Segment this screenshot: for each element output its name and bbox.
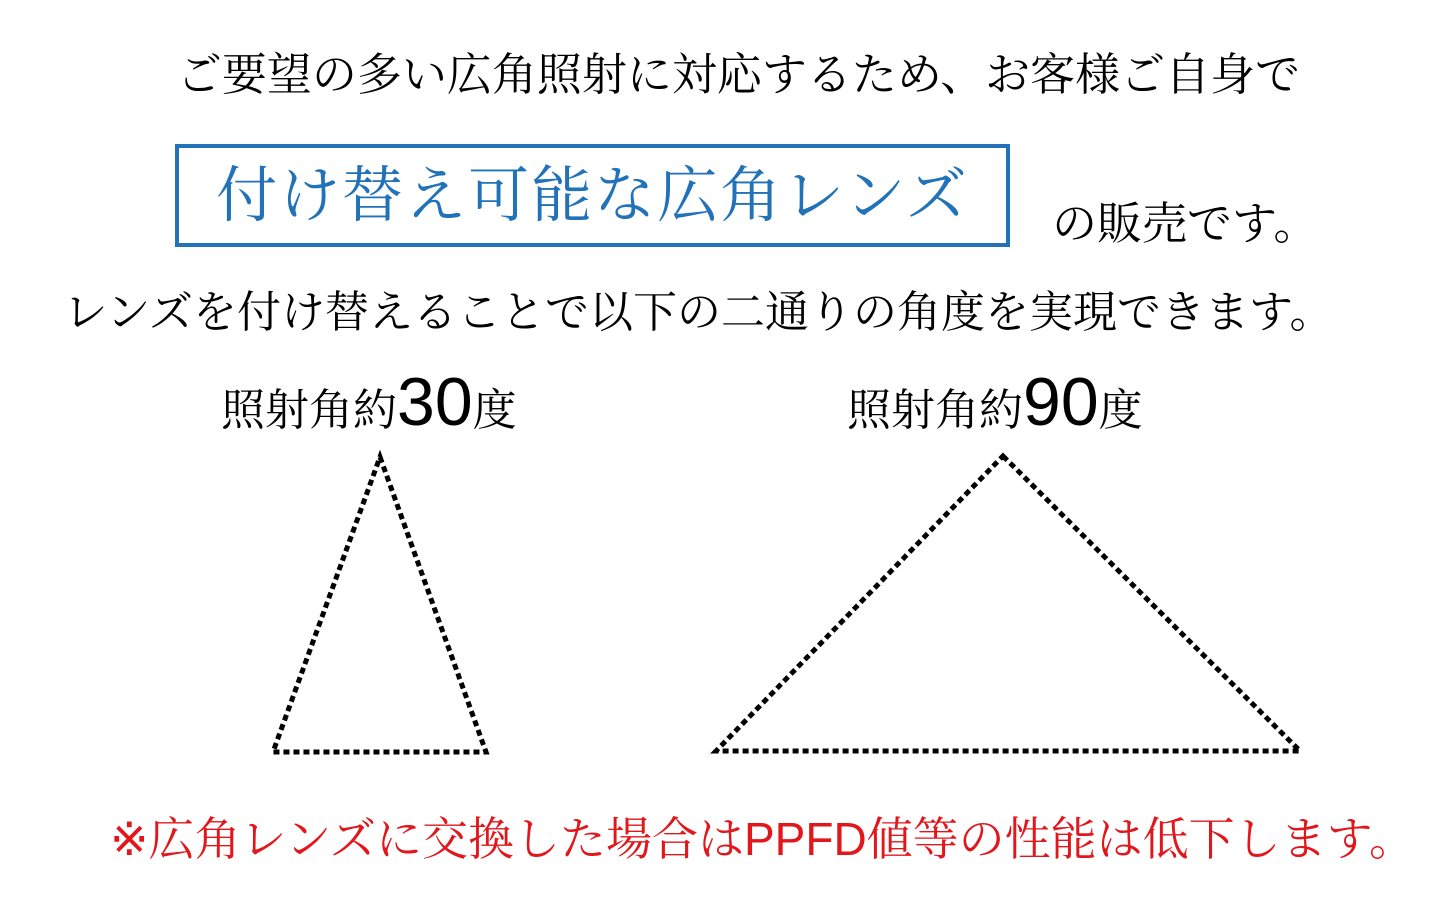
angle-label-30-value: 30	[397, 364, 473, 440]
triangle-90-degrees	[716, 456, 1300, 751]
angle-label-30-suffix: 度	[472, 386, 517, 435]
description-text: レンズを付け替えることで以下の二通りの角度を実現できます。	[63, 288, 1334, 337]
triangle-30-degrees	[273, 457, 486, 752]
angle-label-90-value: 90	[1023, 364, 1099, 440]
sale-text: の販売です。	[1052, 198, 1319, 249]
warning-text: ※広角レンズに交換した場合はPPFD値等の性能は低下します。	[109, 813, 1415, 865]
intro-text: ご要望の多い広角照射に対応するため、お客様ご自身で	[176, 49, 1301, 100]
lens-title-text: 付け替え可能な広角レンズ	[216, 161, 969, 229]
angle-label-90-prefix: 照射角約	[847, 386, 1023, 435]
angle-label-30-prefix: 照射角約	[221, 386, 397, 435]
angle-label-90-suffix: 度	[1098, 386, 1143, 435]
